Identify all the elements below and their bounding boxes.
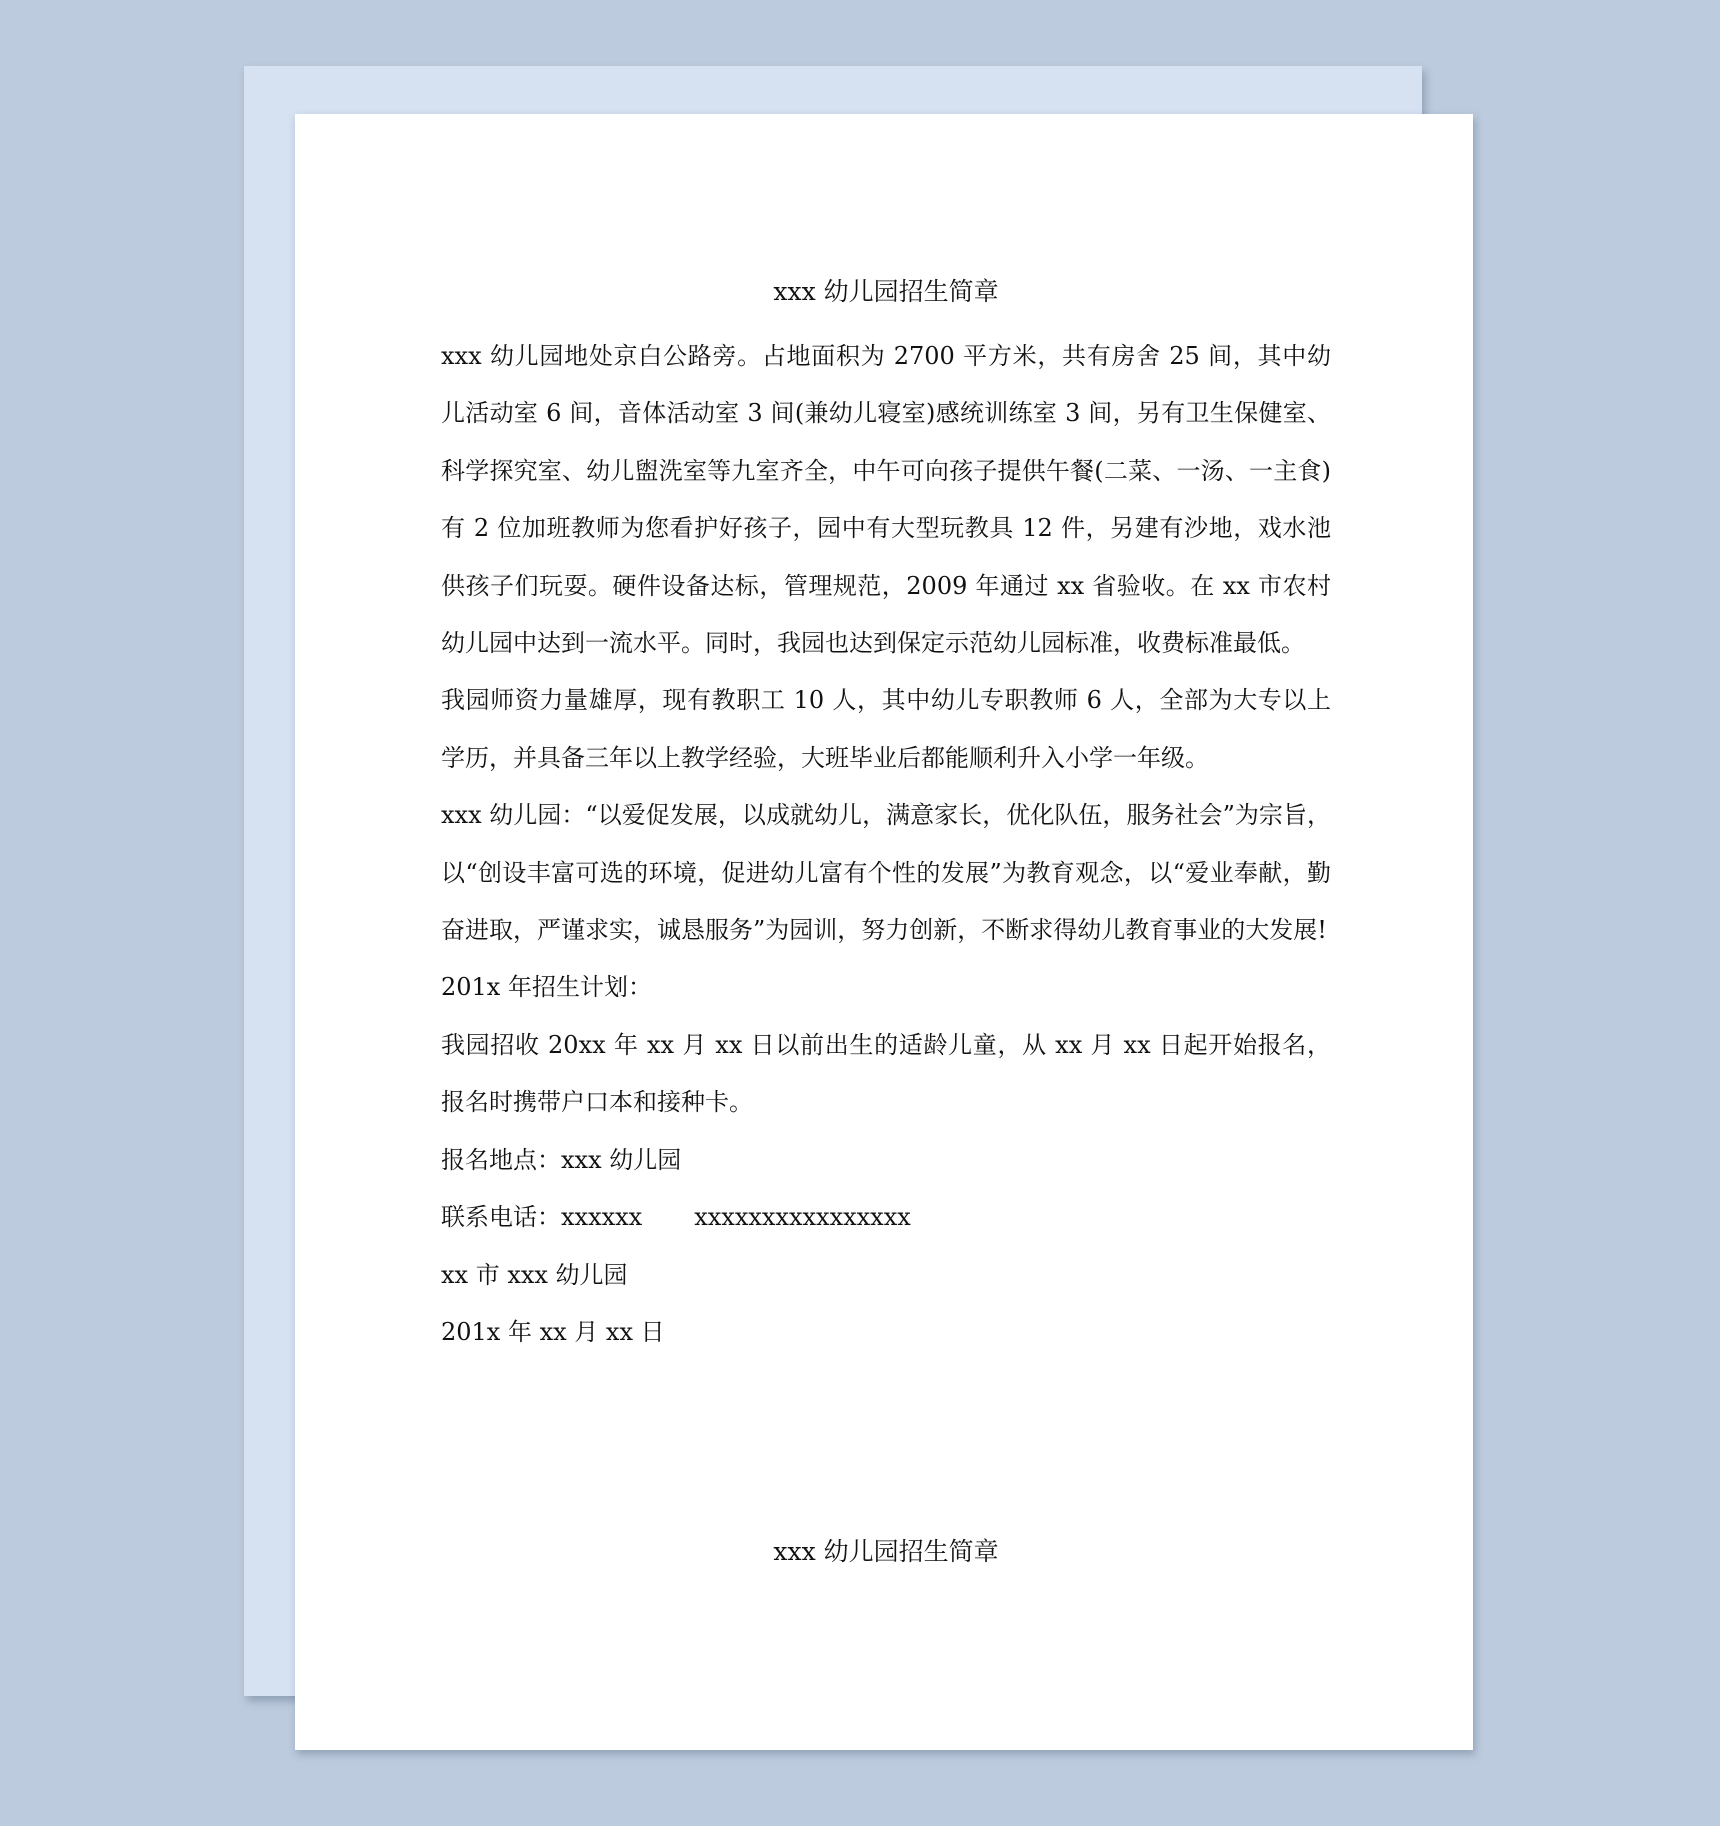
signature-date: 201x 年 xx 月 xx 日 [441, 1317, 665, 1346]
registration-location: 报名地点：xxx 幼儿园 [441, 1145, 682, 1174]
document-body [441, 272, 1331, 1361]
paragraph-mission: xxx 幼儿园：“以爱促发展，以成就幼儿，满意家长，优化队伍，服务社会”为宗旨，以“创设丰富可选的环境，促进幼儿富有个性的发展”为教育观念，以“爱业奉献，勤奋进取，严谨求实，诚恳服务”为园训，努力创新，不断求得幼儿教育事业的大发展! [441, 801, 1331, 945]
paragraph-facilities: xxx 幼儿园地处京白公路旁。占地面积为 2700 平方米，共有房舍 25 间，其中幼儿活动室 6 间，音体活动室 3 间(兼幼儿寝室)感统训练室 3 间，另有卫生保健室、科学探究室、幼儿盥洗室等九室齐全，中午可向孩子提供午餐(二菜、一汤、一主食)有 2 位加班教师为您看护好孩子，园中有大型玩教具 12 件，另建有沙地，戏水池供孩子们玩耍。硬件设备达标，管理规范，2009 年通过 xx 省验收。在 xx 市农村幼儿园中达到一流水平。同时，我园也达到保定示范幼儿园标准，收费标准最低。 [441, 342, 1331, 658]
contact-label: 联系电话：xxxxxx [441, 1203, 643, 1232]
paragraph-staff: 我园师资力量雄厚，现有教职工 10 人，其中幼儿专职教师 6 人，全部为大专以上学历，并具备三年以上教学经验，大班毕业后都能顺利升入小学一年级。 [441, 686, 1331, 772]
contact-phone-line [441, 1189, 1331, 1246]
document-title: xxx 幼儿园招生简章 [773, 277, 999, 306]
paragraph-plan-heading: 201x 年招生计划： [441, 973, 652, 1002]
document-page [295, 114, 1473, 1750]
contact-number: xxxxxxxxxxxxxxxx [694, 1203, 911, 1232]
signature-organization: xx 市 xxx 幼儿园 [441, 1260, 628, 1289]
footer-title: xxx 幼儿园招生简章 [773, 1537, 999, 1566]
paragraph-enrollment: 我园招收 20xx 年 xx 月 xx 日以前出生的适龄儿童，从 xx 月 xx 日起开始报名，报名时携带户口本和接种卡。 [441, 1030, 1331, 1117]
